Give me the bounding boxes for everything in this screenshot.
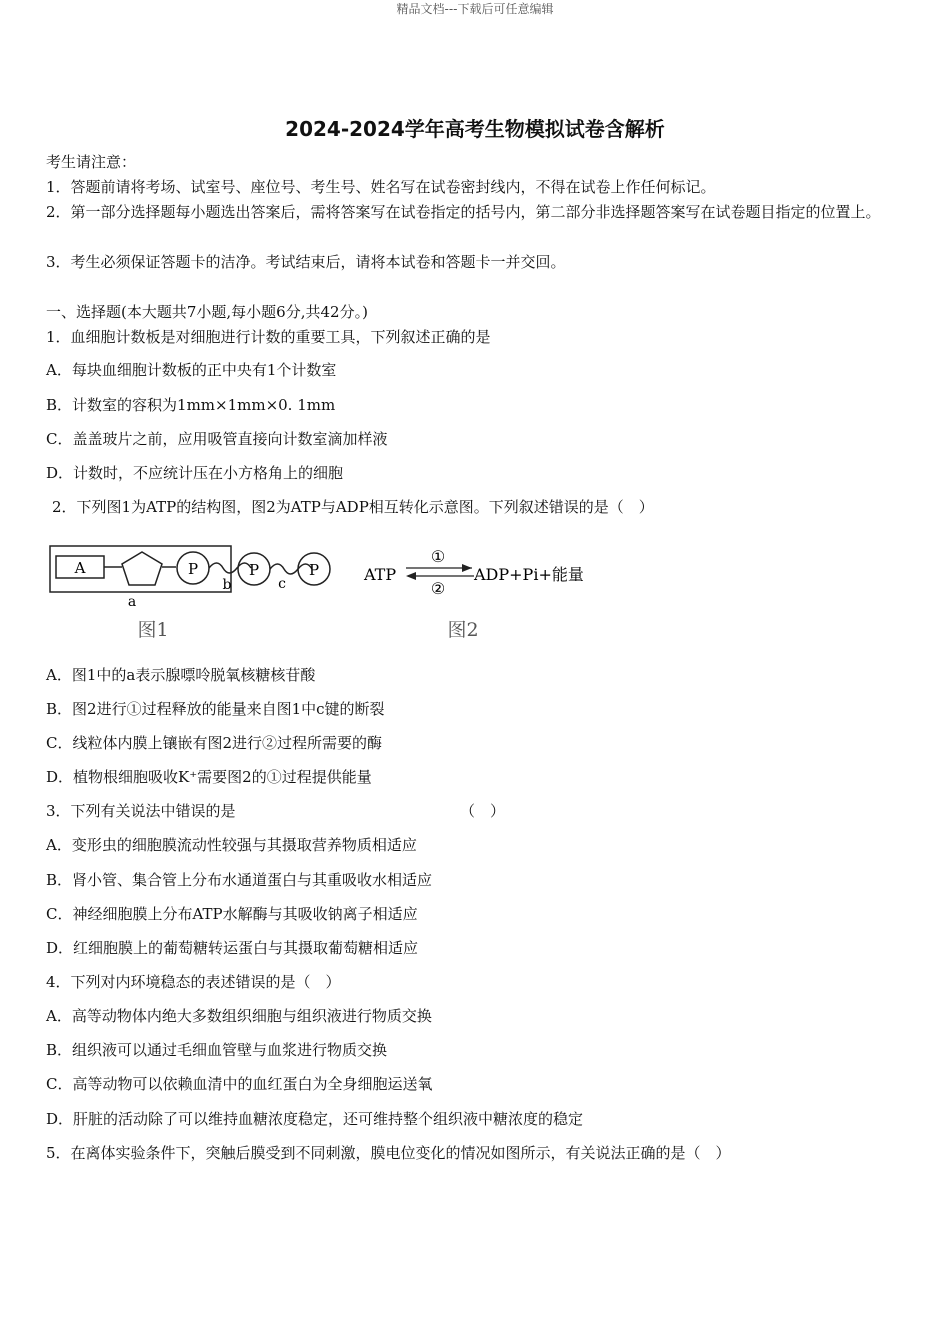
step-2-label: ② — [430, 579, 446, 598]
q2-option-a: A．图1中的a表示腺嘌呤脱氧核糖核苷酸 — [46, 666, 316, 684]
q1-option-b: B．计数室的容积为1mm×1mm×0. 1mm — [46, 396, 336, 414]
q3-stem-row — [46, 799, 906, 823]
phosphate-label-3: P — [308, 561, 320, 579]
bond-b — [209, 563, 251, 573]
q4-stem: 4．下列对内环境稳态的表述错误的是（ ） — [46, 973, 341, 991]
notice-item-3: 3．考生必须保证答题卡的洁净。考试结束后，请将本试卷和答题卡一并交回。 — [46, 253, 566, 271]
q2-stem: 2．下列图1为ATP的结构图，图2为ATP与ADP相互转化示意图。下列叙述错误的是（ ） — [52, 498, 654, 516]
ribose-pentagon — [122, 552, 162, 585]
q1-option-d: D．计数时，不应统计压在小方格角上的细胞 — [46, 464, 344, 482]
q1-option-c: C．盖盖玻片之前，应用吸管直接向计数室滴加样液 — [46, 430, 388, 448]
adenine-label: A — [74, 559, 86, 577]
q4-option-d: D．肝脏的活动除了可以维持血糖浓度稳定，还可维持整个组织液中糖浓度的稳定 — [46, 1110, 584, 1128]
notice-item-2: 2．第一部分选择题每小题选出答案后，需将答案写在试卷指定的括号内，第二部分非选择题答案写在试卷题目指定的位置上。 — [46, 203, 881, 221]
phosphate-label-2: P — [248, 561, 260, 579]
caption-fig1: 图1 — [137, 619, 169, 641]
q4-option-c: C．高等动物可以依赖血清中的血红蛋白为全身细胞运送氧 — [46, 1075, 433, 1093]
q3-option-a: A．变形虫的细胞膜流动性较强与其摄取营养物质相适应 — [46, 836, 417, 854]
step-1-label: ① — [430, 547, 446, 566]
q2-option-d: D．植物根细胞吸收K⁺需要图2的①过程提供能量 — [46, 768, 372, 786]
q3-answer-paren: （ ） — [460, 802, 506, 820]
notice-item-1: 1．答题前请将考场、试室号、座位号、考生号、姓名写在试卷密封线内，不得在试卷上作任何标记。 — [46, 178, 716, 196]
section-heading: 一、选择题(本大题共7小题,每小题6分,共42分。) — [46, 303, 368, 321]
q3-option-b: B．肾小管、集合管上分布水通道蛋白与其重吸收水相适应 — [46, 871, 433, 889]
q3-stem: 3．下列有关说法中错误的是 — [46, 802, 236, 820]
q5-stem: 5．在离体实验条件下，突触后膜受到不同刺激，膜电位变化的情况如图所示，有关说法正确的是（ ） — [46, 1144, 731, 1162]
q3-option-d: D．红细胞膜上的葡萄糖转运蛋白与其摄取葡萄糖相适应 — [46, 939, 419, 957]
header-note: 精品文档---下载后可任意编辑 — [396, 2, 554, 16]
q3-option-c: C．神经细胞膜上分布ATP水解酶与其吸收钠离子相适应 — [46, 905, 418, 923]
products-text: ADP+Pi+能量 — [474, 565, 584, 584]
bond-b-label: b — [222, 577, 232, 593]
notice-heading: 考生请注意： — [46, 153, 137, 171]
q4-option-a: A．高等动物体内绝大多数组织细胞与组织液进行物质交换 — [46, 1007, 432, 1025]
q2-option-c: C．线粒体内膜上镶嵌有图2进行②过程所需要的酶 — [46, 734, 383, 752]
q4-option-b: B．组织液可以通过毛细血管壁与血浆进行物质交换 — [46, 1041, 388, 1059]
atp-text: ATP — [364, 565, 397, 584]
phosphate-label-1: P — [187, 560, 199, 578]
caption-fig2: 图2 — [447, 619, 479, 641]
atp-figure — [46, 538, 606, 648]
q1-option-a: A．每块血细胞计数板的正中央有1个计数室 — [46, 361, 337, 379]
bond-c-label: c — [278, 576, 286, 592]
q1-stem: 1．血细胞计数板是对细胞进行计数的重要工具，下列叙述正确的是 — [46, 328, 491, 346]
q2-option-b: B．图2进行①过程释放的能量来自图1中c键的断裂 — [46, 700, 385, 718]
label-a: a — [127, 594, 137, 610]
bond-c — [270, 564, 312, 574]
page-title: 2024-2024学年高考生物模拟试卷含解析 — [285, 117, 665, 141]
